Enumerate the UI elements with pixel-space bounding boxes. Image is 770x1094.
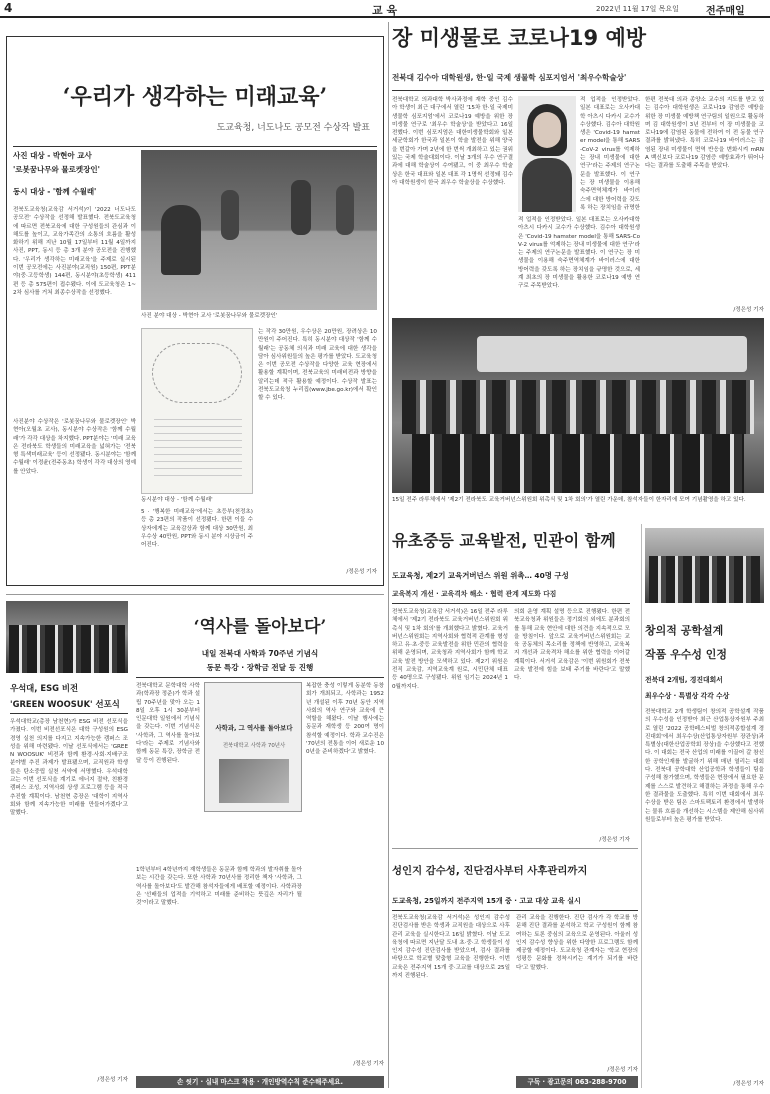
article2-rule <box>392 90 764 91</box>
article2-reporter: /정은성 기자 <box>733 307 764 313</box>
photo-people-row <box>649 556 760 603</box>
newspaper-brand: 전주매일 <box>706 6 745 17</box>
article6-col1: 전북대학교 문학대학 사학과(학과장 정준)가 학과 설립 70주년을 맞아 오는 18일 오후 1시 30분부터 인문대학 일원에서 기념식을 갖는다. 이번 기념식은 '사학과, 그 역사를 돌아보다'라는 주제로 기념사와 함께 동문 특강, 장학금 전달 등이 진행된다. <box>136 683 200 764</box>
article6-title: ‘역사를 돌아보다’ <box>193 617 327 637</box>
article3-col1: 전북도교육청(교육감 서거석)은 16일 전주 라루체에서 '제2기 전라북도 교육거버넌스위원회 위촉식 및 1차 회의'를 개최했다고 밝혔다. 교육거버넌스위원회는 지역사회와 협력적 관계를 형성하고 유·초·중등 교육발전을 위한 민관의 협력을 위해 운영되며, 교육청과 지역사회가 함께 학교 교육 발전 방안을 모색하고 있다. 제2기 위원은 전직 교육감, 지역교육계 원로, 시민단체 대표 등 40명으로 구성됐다. 위원 임기는 2024년 10월까지다. <box>392 609 508 690</box>
article6-deck2: 동문 특강 · 장학금 전달 등 진행 <box>206 663 314 672</box>
article4-reporter: /정은성 기자 <box>733 1081 764 1087</box>
poem-drawing <box>152 343 242 403</box>
article6-col2: 복잡한 충성 이렇게 동분학 동창회가 개최되고, 사학과는 1952년 개설된 이후 70년 동안 지역사회의 역사 연구와 교육에 큰 역할을 해왔다. 이날 행사에는 동문과 재학생 등 200여 명이 참석할 예정이다. 학과 교수진은 '70년의 전통을 이어 새로운 100년을 준비하겠다'고 밝혔다. <box>306 683 384 756</box>
book-cover-title: 사학과, 그 역사를 돌아보다 <box>215 724 293 732</box>
article1-label-photo: 사진 대상 - 박현아 교사 <box>13 151 92 160</box>
article6-deck1: 내일 전북대 사학과 70주년 기념식 <box>201 649 319 658</box>
section-title: 교 육 <box>372 4 398 17</box>
section-divider <box>392 848 638 849</box>
book-cover-image <box>219 759 289 803</box>
article7-col1: 전북도교육청(교육감 서거석)은 성인지 감수성 진단검사를 받은 학생과 교직원을 대상으로 사후관리 교육을 실시한다고 16일 밝혔다. 이날 도교육청에 따르면 지난달 도내 초·중·고 학생들이 성인지 감수성 진단검사를 받았으며, 검사 결과를 바탕으로 학교별 맞춤형 교육을 진행한다. 이번 교육은 전주지역 15개 중·고교를 대상으로 25일까지 진행된다. <box>392 915 510 980</box>
article1-col1: 전북도교육청(교육감 서거석)이 '2022 너도나도 공모전' 수상작을 선정해 발표했다. 전북도교육청에 따르면 전북교육에 대한 구성원들의 관심과 이해도를 높이고, 교육가족간의 소통의 흐름을 활성화하기 위해 지난 10월 17일부터 11월 4일까지 사진, PPT, 동시 등 총 3개 분야 공모전을 진행했다. '우리가 생각하는 미래교육'을 주제로 실시된 이번 공모전에는 사진분야(교직원) 150편, PPT분야(중·고등학생) 144편, 동시분야(초등학생) 411편 등 총 575편이 접수됐다. 이에 도교육청은 1~2차 심사를 거쳐 최종수상작을 선정했다. <box>13 207 136 296</box>
article6-col3: 1학년부터 4학년까지 재학생들은 동문과 함께 학과의 발자취를 돌아보는 시간을 갖는다. 또한 사학과 70년사를 정리한 책자 '사학과, 그 역사를 돌아보다'도 발간해 참석자들에게 배포할 예정이다. 사학과장은 '선배들의 업적을 기억하고 미래를 준비하는 뜻깊은 자리가 될 것'이라고 말했다. <box>136 867 302 907</box>
article6-reporter: /정은성 기자 <box>353 1061 384 1067</box>
article1-subtitle: 도교육청, 너도나도 공모전 수상작 발표 <box>216 123 370 133</box>
article2-col2: 적 업적을 인정받았다. 일본 대표로는 오사카대학 아츠시 다카시 교수가 수상했다. 김수아 대학원생은 'Covid-19 hamster model을 통해 SARS-CoV-2 virus를 억제하는 장내 미생물에 대한 연구'라는 주제의 연구논문을 발표했다. 이 연구는 장 미생물을 이용해 숙주면역체계가 바이러스에 대한 방어력을 갖도록 하는 장치임을 규명한 <box>580 97 640 211</box>
article5-photo <box>6 601 128 673</box>
article2-col3: 한편 전북대 의과 종양소 교수의 지도를 받고 있는 김수아 대학원생은 코로나19 감염증 예방을 위한 장 미생물 예방책 연구팀의 일원으로 활동하며 김 대학원생이 3년 전부터 이 장 미생물을 코로나19에 감염된 동물에 전하여 이 전 동물 연구 결과를 밝혀냈다. 특히 코로나19 바이러스는 감염된 장내 미생물이 면역 반응을 변화시켜 mRNA 백신보다 코로나19 감염증 예방효과가 뛰어나다는 결과를 도출해 주목을 받았다. <box>645 97 764 170</box>
article1-poem-image <box>141 328 253 494</box>
article4-title2: 작품 우수성 인정 <box>645 648 728 661</box>
article4-photo <box>645 528 764 603</box>
issue-date: 2022년 11월 17일 목요일 <box>596 5 679 13</box>
article1-label-sisi: 동시 대상 - '함께 수월래' <box>13 187 97 196</box>
subscription-bar: 구독 · 광고문의 063-288-9700 <box>516 1076 638 1088</box>
article1-photo <box>141 150 377 310</box>
portrait-face <box>533 112 561 148</box>
article6-book-cover <box>204 682 302 812</box>
article2-group-photo <box>392 318 764 493</box>
photo-figure <box>161 205 201 275</box>
photo-people-row <box>412 434 744 493</box>
article1-photo-caption: 사진 분야 대상 - 박현아 교사 '로봇꿈나무와 물로켓장인' <box>141 313 278 319</box>
article1-col1b: 사진분야 수상작은 '로봇꿈나무와 물로켓장인' 박현아(오월초 교사), 동시분야 수상작은 '함께 수월래'가 각각 대상을 차지했다. PPT분야는 '미래 교육은 전라북도 학생들의 미래교육을 넓혀가는 '전북형 특색미래교육' 등이 선정됐다. 동시분야는 '함께 수월래' 이정윤(전주동초) 학생이 각각 대상의 영예를 안았다. <box>13 419 136 475</box>
article2-title: 장 미생물로 코로나19 예방 <box>392 26 647 50</box>
article7-rule <box>392 910 638 911</box>
photo-figure <box>291 180 311 235</box>
poem-lines <box>154 419 242 479</box>
article2-subtitle: 전북대 김수아 대학원생, 한·일 국제 생물학 심포지엄서 '최우수학술상' <box>392 73 627 82</box>
article7-deck: 도교육청, 25일까지 전주지역 15개 중 · 고교 대상 교육 실시 <box>392 897 581 905</box>
article1-col2: 는 작각 30만원, 우수상은 20만원, 장려상은 10만원이 주어진다. 특히 동시분야 대상작 '함께 수월래'는 공동체 의식과 미래 교육에 대한 생각을 담아 심사위원들의 높은 평가를 받았다. 도교육청은 이번 공모전 수상작을 다양한 교육 현장에서 활용할 계획이며, 전북교육의 미래비전과 방향을 알리는데 적극 활용할 예정이다. 수상작 발표는 전북도교육청 누리집(www.jbe.go.kr)에서 확인할 수 있다. <box>258 329 377 402</box>
article7-title: 성인지 감수성, 진단검사부터 사후관리까지 <box>392 865 588 877</box>
article2-portrait <box>518 96 576 212</box>
portrait-body <box>522 158 572 212</box>
article1-col2b: 5 · '행복한 미래교육'에서는 초등부(천정초) 등 총 23편의 작품이 선정됐다. 한편 이들 수상자에게는 교육감상과 함께 대상 30만원, 최우수상 40만원, PPT와 동시 분야 시상금이 주어진다. <box>141 509 253 549</box>
article4-title: 창의적 공학설계 <box>645 624 724 637</box>
article5-title: 우석대, ESG 비전 <box>10 683 79 693</box>
photo-banner <box>477 336 747 372</box>
article1-rule <box>13 146 377 147</box>
photo-people-row <box>402 380 754 434</box>
article1-label-photo-work: '로봇꿈나무와 물로켓장인' <box>13 165 100 174</box>
book-cover-sub: 전북대학교 사학과 70년사 <box>222 743 286 749</box>
article3-deck2: 교육복지 개선 · 교육격차 해소 · 협력 관계 제도화 다짐 <box>392 590 557 598</box>
article2-photo-caption: 15일 전주 라루체에서 '제2기 전라북도 교육거버넌스위원회 위촉식 및 1차 회의'가 열린 가운데, 참석자들이 한자리에 모여 기념촬영을 하고 있다. <box>392 497 746 503</box>
article6-rule <box>136 677 384 678</box>
article3-reporter: /정은성 기자 <box>599 837 630 843</box>
column-divider <box>641 524 642 1088</box>
article4-deck2: 최우수상 · 특별상 각각 수상 <box>645 692 730 700</box>
article5-title2: 'GREEN WOOSUK' 선포식 <box>10 699 120 709</box>
article7-reporter: /정은성 기자 <box>607 1067 638 1073</box>
article5-reporter: /정은성 기자 <box>97 1077 128 1083</box>
article5-body: 우석대학교(총장 남천현)가 ESG 비전 선포식을 가졌다. 이번 비전선포식은 대학 구성원의 ESG 경영 실천 의지를 다지고 지속가능한 캠퍼스 조성을 위해 마련됐다. 이날 선포식에서는 'GREEN WOOSUK' 비전과 함께 환경·사회·지배구조 분야별 추진 과제가 발표됐으며, 교직원과 학생들은 탄소중립 실천 서약에 서명했다. 우석대학교는 이번 선포식을 계기로 에너지 절약, 친환경 캠퍼스 조성, 지역사회 상생 프로그램 등을 적극 추진할 계획이다. 남천현 총장은 '대학이 지역사회와 함께 지속가능한 미래를 만들어가겠다'고 말했다. <box>10 719 128 817</box>
article3-title: 유초중등 교육발전, 민관이 함께 <box>392 531 616 550</box>
section-divider <box>6 594 384 595</box>
photo-figure <box>221 190 239 240</box>
article3-rule <box>392 603 630 604</box>
article4-deck1: 전북대 2개팀, 경진대회서 <box>645 676 723 684</box>
photo-figure <box>336 185 354 235</box>
article1-title: ‘우리가 생각하는 미래교육’ <box>62 84 328 110</box>
article1-reporter: /정은성 기자 <box>346 569 377 575</box>
article5-rule <box>10 713 128 714</box>
article3-deck1: 도교육청, 제2기 교육거버넌스 위원 위촉… 40명 구성 <box>392 571 569 580</box>
page-header <box>0 0 770 18</box>
article1-poem-caption: 동시분야 대상 - '함께 수월래' <box>141 497 213 503</box>
article3-col2: 의회 운영 계획 설명 등으로 진행됐다. 한편 전북교육청과 위원들은 정기회의 외에도 분과회의를 통해 교육 현안에 대한 의견을 지속적으로 모을 방침이다. 앞으로 교육거버넌스위원회는 교육 공동체의 목소리를 정책에 반영하고, 교육복지 개선과 교육격차 해소를 위한 협력을 이어갈 계획이다. 서거석 교육감은 '이번 위원회가 전북교육 발전에 힘을 보태 주기를 바란다'고 말했다. <box>514 609 630 682</box>
photo-people-row <box>9 625 125 673</box>
article2-col2-rest: 적 업적을 인정받았다. 일본 대표로는 오사카대학 아츠시 다카시 교수가 수상했다. 김수아 대학원생은 'Covid-19 hamster model을 통해 SARS-CoV-2 virus를 억제하는 장내 미생물에 대한 연구'라는 주제의 연구논문을 발표했다. 이 연구는 장 미생물을 이용해 숙주면역체계가 바이러스에 대한 방어력을 갖도록 하는 장치임을 규명한 것으로, 세계 최초의 장 미생물을 활용한 코로나19 예방 연구로 주목받았다. <box>518 217 640 290</box>
article7-col2: 관리 교육을 진행한다. 진단 검사가 각 학교를 방문해 진단 결과를 분석하고 학교 구성원이 함께 참여하는 토론 중심의 교육으로 운영된다. 아울러 성인지 감수성 향상을 위한 다양한 프로그램도 함께 제공할 예정이다. 도교육청 관계자는 '학교 현장의 성평등 문화를 정착시키는 계기가 되기를 바란다'고 말했다. <box>516 915 638 971</box>
page-number: 4 <box>4 1 13 15</box>
footer-notice-bar: 손 씻기 · 실내 마스크 착용 · 개인방역수칙 준수해주세요. <box>136 1076 384 1088</box>
article2-col1: 전북대학교 의과대학 박사과정에 재학 중인 김수아 학생이 최근 대구에서 열린 '15차 한·일 국제미생물학 심포지엄'에서 코로나19 예방을 위한 장 미생물 연구로 '최우수 학술상'을 받았다고 16일 전했다. 이번 심포지엄은 대한미생물학회와 일본세균학회가 한국과 일본이 학술 발전을 위해 양국을 번갈아 가며 2년에 한 번씩 개최하고 있는 권위 있는 국제 학술대회이다. 이날 3개의 우수 연구결과에 대해 학술상이 수여됐고, 이 중 최우수 학술상은 한국 대표와 일본 대표 각 1명씩 선정돼 김수아 대학원생이 한국 최우수 학술상을 수상했다. <box>392 97 513 186</box>
article4-body: 전북대학교 2개 학생팀이 창의적 공학설계 작품의 우수성을 인정받아 최근 산업통상자원부 주최로 열린 '2022 공학페스티벌 창의적종합설계 경진대회'에서 최우수상(산업통상자원부 장관상)과 특별상(대한산업공학회 장상)을 수상했다고 전했다. 이 대회는 전국 산업의 미래를 이끌어 갈 참신한 공학인재를 발굴하기 위해 매년 열리는 대회다. 전북대 공학대학 산업공학과 학생들이 팀을 구성해 참가했으며, 학생들은 현장에서 필요한 문제를 스스로 발견하고 해결하는 과정을 통해 우수한 결과물을 도출했다. 특히 이번 대회에서 최우수상을 받은 팀은 스마트팩토리 환경에서 발생하는 물류 흐름을 개선하는 시스템을 제안해 심사위원들로부터 높은 평가를 받았다. <box>645 709 764 823</box>
column-divider <box>388 22 389 1088</box>
